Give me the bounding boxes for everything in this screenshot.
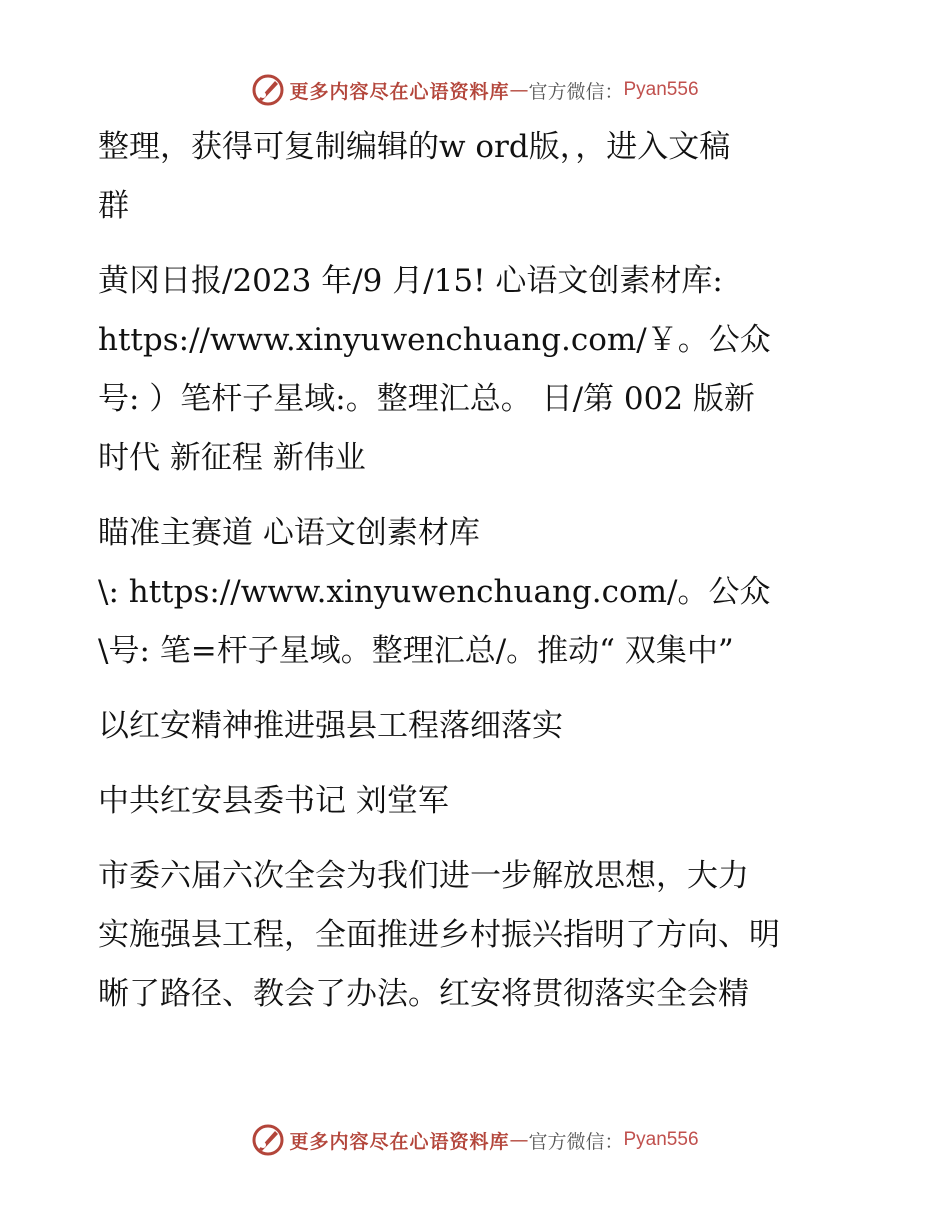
text-line: \号: 笔=杆子星域。整理汇总/。推动“ 双集中”	[98, 633, 734, 669]
text-line: 瞄准主赛道 心语文创素材库	[98, 515, 480, 551]
text-line: 实施强县工程，全面推进乡村振兴指明了方向、明	[98, 917, 780, 953]
banner-separator: —	[509, 79, 529, 101]
document-body	[98, 118, 858, 1040]
text-line: 黄冈日报/2023 年/9 月/15! 心语文创素材库:	[98, 263, 723, 299]
banner-separator: —	[509, 1129, 529, 1151]
paragraph-3	[98, 504, 858, 681]
paragraph-6	[98, 847, 858, 1024]
paragraph-5	[98, 772, 858, 831]
text-line: 市委六届六次全会为我们进一步解放思想，大力	[98, 858, 749, 894]
footer-banner	[0, 1120, 950, 1160]
text-line: \: https://www.xinyuwenchuang.com/。公众	[98, 574, 771, 610]
text-line: 晰了路径、教会了办法。红安将贯彻落实全会精	[98, 976, 749, 1012]
text-line: 号: ）笔杆子星域:。整理汇总。 日/第 002 版新	[98, 381, 755, 417]
banner-wechat-id: Pyan556	[623, 79, 699, 100]
paragraph-2	[98, 252, 858, 488]
paragraph-4	[98, 697, 858, 756]
text-line: 整理，获得可复制编辑的w ord版，，进入文稿	[98, 129, 731, 165]
quill-seal-icon	[251, 73, 285, 107]
text-line: 中共红安县委书记 刘堂军	[98, 783, 449, 819]
text-line: https://www.xinyuwenchuang.com/￥。公众	[98, 322, 771, 358]
banner-wechat-label: 官方微信：	[528, 1130, 624, 1153]
paragraph-1	[98, 118, 858, 236]
text-line: 时代 新征程 新伟业	[98, 440, 366, 476]
text-line: 以红安精神推进强县工程落细落实	[98, 708, 563, 744]
banner-wechat-label: 官方微信：	[528, 80, 624, 103]
banner-wechat-id: Pyan556	[623, 1129, 699, 1150]
quill-seal-icon	[251, 1123, 285, 1157]
banner-site-text: 更多内容尽在心语资料库	[289, 80, 510, 103]
header-banner	[0, 70, 950, 110]
text-line: 群	[98, 188, 129, 224]
banner-site-text: 更多内容尽在心语资料库	[289, 1130, 510, 1153]
